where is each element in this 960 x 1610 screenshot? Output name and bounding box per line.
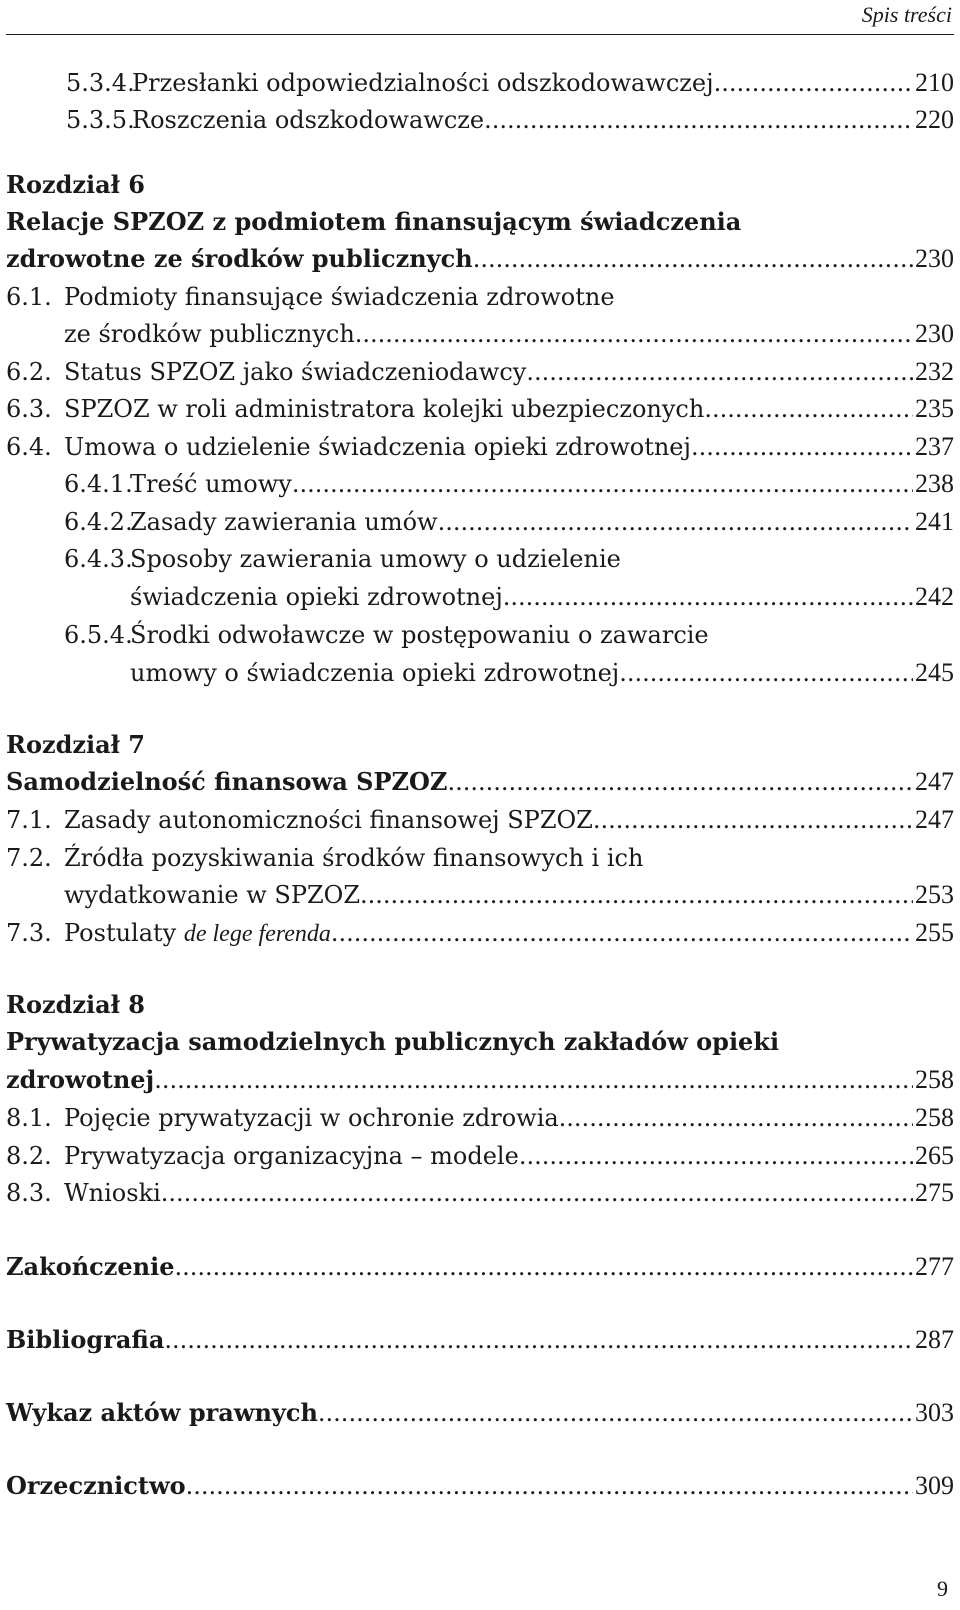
toc-entry-title: Sposoby zawierania umowy o udzielenie [130, 545, 621, 573]
toc-entry-title: Samodzielność finansowa SPZOZ [6, 767, 448, 796]
toc-entry-6-5-4-line-1[interactable] [64, 618, 954, 652]
toc-entry-page: 230 [915, 244, 954, 273]
toc-chapter-6[interactable] [6, 242, 954, 276]
toc-entry-number: 6.4.3. [64, 545, 133, 573]
toc-entry-title: Podmioty finansujące świadczenia zdrowotne [64, 283, 615, 311]
toc-leader-dots [318, 1396, 913, 1430]
toc-leader-dots [691, 430, 913, 464]
toc-entry-6-4-2[interactable] [64, 505, 954, 539]
toc-entry-title: Prywatyzacja organizacyjna – modele [64, 1142, 519, 1170]
toc-entry-number: 8.3. [6, 1179, 52, 1207]
toc-case-law[interactable] [6, 1469, 954, 1503]
toc-entry-6-4-1[interactable] [64, 467, 954, 501]
toc-entry-page: 230 [915, 319, 954, 348]
toc-entry-page: 241 [915, 507, 954, 536]
toc-entry-title-plain: Postulaty [64, 919, 184, 947]
toc-entry-5-3-5[interactable] [66, 103, 954, 137]
toc-entry-title-continued: ze środków publicznych [64, 320, 355, 348]
chapter-8-title-line-1: Prywatyzacja samodzielnych publicznych zakładów opieki [6, 1027, 780, 1056]
toc-leader-dots [331, 916, 913, 950]
toc-entry-page: 275 [915, 1178, 954, 1207]
toc-entry-6-1-line-1[interactable] [6, 280, 954, 314]
toc-entry-page: 255 [915, 918, 954, 947]
toc-entry-title-continued: wydatkowanie w SPZOZ [64, 881, 361, 909]
toc-entry-6-2[interactable] [6, 355, 954, 389]
toc-entry-title [64, 916, 331, 951]
toc-entry-title-continued: umowy o świadczenia opieki zdrowotnej [130, 659, 620, 687]
toc-entry-title: Zasady autonomiczności finansowej SPZOZ [64, 806, 593, 834]
toc-entry-page: 242 [915, 582, 954, 611]
toc-leader-dots [526, 355, 913, 389]
toc-entry-title: Wykaz aktów prawnych [6, 1398, 318, 1427]
toc-entry-8-3[interactable] [6, 1176, 954, 1210]
chapter-6-title-line-1: Relacje SPZOZ z podmiotem finansującym świadczenia [6, 207, 742, 236]
toc-entry-title: Orzecznictwo [6, 1471, 186, 1500]
toc-leader-dots [360, 878, 913, 912]
toc-entry-page: 237 [915, 432, 954, 461]
toc-leader-dots [714, 66, 913, 100]
toc-entry-title: Przesłanki odpowiedzialności odszkodowawczej [132, 69, 714, 97]
toc-entry-page: 258 [915, 1103, 954, 1132]
toc-entry-title: Środki odwoławcze w postępowaniu o zawarcie [130, 621, 709, 649]
toc-entry-number: 5.3.5. [66, 106, 135, 134]
toc-entry-8-2[interactable] [6, 1139, 954, 1173]
toc-entry-page: 247 [915, 805, 954, 834]
toc-entry-page: 210 [915, 68, 954, 97]
toc-entry-title: Pojęcie prywatyzacji w ochronie zdrowia [64, 1104, 559, 1132]
toc-leader-dots [186, 1469, 913, 1503]
toc-entry-title: Bibliografia [6, 1325, 165, 1354]
toc-entry-6-4-3-line-1[interactable] [64, 542, 954, 576]
toc-entry-title: Roszczenia odszkodowawcze [132, 106, 485, 134]
toc-leader-dots [473, 242, 913, 276]
toc-entry-page: 253 [915, 880, 954, 909]
toc-entry-title: Treść umowy [130, 470, 292, 498]
toc-entry-6-3[interactable] [6, 392, 954, 426]
toc-entry-7-1[interactable] [6, 803, 954, 837]
toc-entry-number: 8.2. [6, 1142, 52, 1170]
toc-entry-title: Umowa o udzielenie świadczenia opieki zdrowotnej [64, 433, 691, 461]
toc-entry-page: 287 [915, 1325, 954, 1354]
toc-leader-dots [164, 1323, 913, 1357]
toc-leader-dots [355, 317, 913, 351]
toc-entry-number: 6.2. [6, 358, 52, 386]
toc-entry-number: 6.5.4. [64, 621, 133, 649]
toc-leader-dots [175, 1250, 913, 1284]
toc-entry-6-1[interactable] [64, 317, 954, 351]
toc-legal-acts[interactable] [6, 1396, 954, 1430]
toc-entry-page: 232 [915, 357, 954, 386]
toc-entry-page: 245 [915, 658, 954, 687]
toc-entry-title: Status SPZOZ jako świadczeniodawcy [64, 358, 527, 386]
toc-entry-7-3[interactable] [6, 916, 954, 950]
toc-entry-number: 6.4.2. [64, 508, 133, 536]
chapter-6-label: Rozdział 6 [6, 170, 145, 199]
toc-leader-dots [438, 505, 913, 539]
toc-leader-dots [704, 392, 913, 426]
chapter-7-label: Rozdział 7 [6, 730, 145, 759]
chapter-8-label: Rozdział 8 [6, 990, 145, 1019]
toc-entry-title-italic: de lege ferenda [183, 921, 331, 947]
toc-entry-number: 7.2. [6, 844, 52, 872]
toc-entry-number: 6.3. [6, 395, 52, 423]
toc-entry-number: 6.4.1. [64, 470, 133, 498]
toc-leader-dots [154, 1063, 913, 1097]
toc-entry-page: 238 [915, 469, 954, 498]
toc-entry-number: 8.1. [6, 1104, 52, 1132]
toc-entry-page: 235 [915, 394, 954, 423]
toc-conclusion[interactable] [6, 1250, 954, 1284]
toc-chapter-8[interactable] [6, 1063, 954, 1097]
toc-entry-7-2[interactable] [64, 878, 954, 912]
toc-bibliography[interactable] [6, 1323, 954, 1357]
toc-leader-dots [519, 1139, 913, 1173]
toc-chapter-7[interactable] [6, 765, 954, 799]
toc-leader-dots [292, 467, 913, 501]
toc-entry-6-4[interactable] [6, 430, 954, 464]
toc-entry-number: 7.1. [6, 806, 52, 834]
toc-entry-title: Źródła pozyskiwania środków finansowych i ich [64, 844, 644, 872]
toc-entry-5-3-4[interactable] [66, 66, 954, 100]
toc-entry-page: 265 [915, 1141, 954, 1170]
toc-entry-title: SPZOZ w roli administratora kolejki ubezpieczonych [64, 395, 705, 423]
toc-entry-title: Zakończenie [6, 1252, 175, 1281]
header-rule [6, 34, 954, 35]
toc-leader-dots [619, 656, 913, 690]
toc-entry-page: 309 [915, 1471, 954, 1500]
toc-leader-dots [559, 1101, 913, 1135]
toc-entry-number: 5.3.4. [66, 69, 135, 97]
toc-entry-number: 6.4. [6, 433, 52, 461]
toc-leader-dots [503, 580, 913, 614]
toc-entry-7-2-line-1[interactable] [6, 841, 954, 875]
toc-entry-number: 6.1. [6, 283, 52, 311]
toc-entry-page: 277 [915, 1252, 954, 1281]
page-number: 9 [937, 1576, 948, 1601]
toc-entry-page: 247 [915, 767, 954, 796]
header-section-title: Spis treści [861, 2, 952, 27]
toc-entry-number: 7.3. [6, 919, 52, 947]
toc-leader-dots [593, 803, 913, 837]
toc-entry-title: zdrowotnej [6, 1065, 155, 1094]
toc-entry-6-4-3[interactable] [130, 580, 954, 614]
toc-entry-6-5-4[interactable] [130, 656, 954, 690]
toc-entry-page: 258 [915, 1065, 954, 1094]
toc-entry-title-continued: świadczenia opieki zdrowotnej [130, 583, 503, 611]
toc-leader-dots [447, 765, 913, 799]
toc-entry-title: Zasady zawierania umów [130, 508, 438, 536]
toc-leader-dots [484, 103, 913, 137]
toc-entry-page: 303 [915, 1398, 954, 1427]
toc-entry-title: Wnioski [64, 1179, 161, 1207]
toc-leader-dots [161, 1176, 913, 1210]
toc-entry-8-1[interactable] [6, 1101, 954, 1135]
toc-entry-page: 220 [915, 105, 954, 134]
toc-entry-title: zdrowotne ze środków publicznych [6, 244, 473, 273]
